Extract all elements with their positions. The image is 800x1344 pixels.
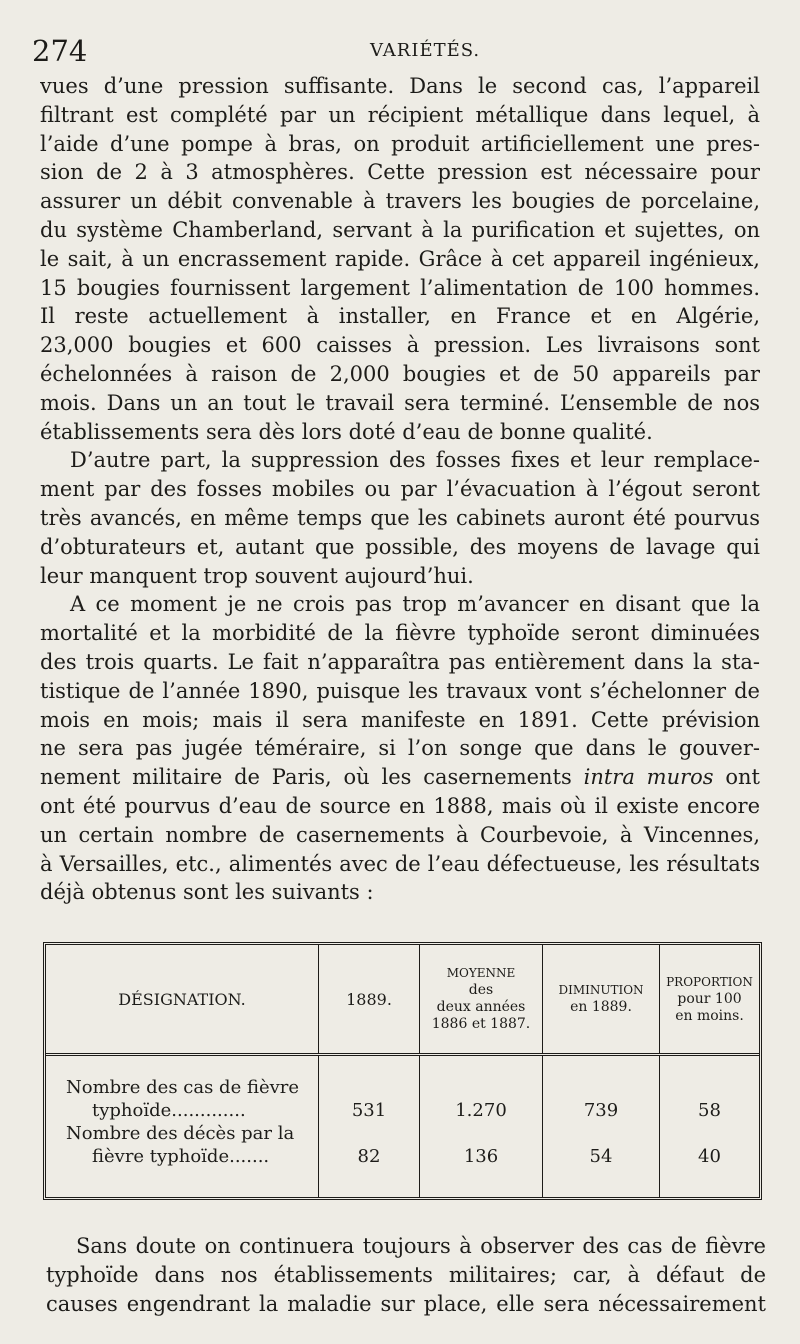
text-segment: nement militaire de Paris, où les casernements xyxy=(40,765,572,790)
text-line: des trois quarts. Le fait n’apparaîtra pas entièrement dans la sta- xyxy=(40,649,760,674)
row-label-line: fièvre typhoïde....... xyxy=(92,1146,270,1167)
label-cell xyxy=(46,1055,319,1198)
statistics-table xyxy=(43,942,762,1200)
text-line: d’obturateurs et, autant que possible, des moyens de lavage qui xyxy=(40,534,760,559)
text-line: ne sera pas jugée téméraire, si l’on songe que dans le gouver- xyxy=(40,736,760,761)
running-title: VARIÉTÉS. xyxy=(370,40,481,61)
text-line: D’autre part, la suppression des fosses fixes et leur remplace- xyxy=(70,448,760,473)
header-moyenne xyxy=(420,945,543,1055)
table-cell: 58 xyxy=(698,1100,721,1121)
text-line: établissements sera dès lors doté d’eau de bonne qualité. xyxy=(40,419,653,444)
row-label-line: typhoïde............. xyxy=(92,1100,246,1121)
page-header xyxy=(30,28,760,68)
header-proportion-line: en moins. xyxy=(675,1007,744,1024)
table-body-row xyxy=(46,1055,759,1198)
text-line: à Versailles, etc., alimentés avec de l’eau défectueuse, les résultats xyxy=(40,851,760,876)
table-cell: 1.270 xyxy=(455,1100,507,1121)
text-line: Il reste actuellement à installer, en France et en Algérie, xyxy=(40,304,760,329)
header-1889: 1889. xyxy=(319,945,420,1055)
table-cell: 739 xyxy=(583,1100,619,1121)
text-line: déjà obtenus sont les suivants : xyxy=(40,880,374,905)
text-line: Sans doute on continuera toujours à observer des cas de fièvre xyxy=(76,1234,766,1258)
table-cell: 54 xyxy=(589,1146,613,1167)
text-line: A ce moment je ne crois pas trop m’avancer en disant que la xyxy=(70,592,760,617)
row-label xyxy=(66,1122,317,1168)
row-label-line: Nombre des cas de fièvre xyxy=(66,1077,300,1098)
text-segment: ont xyxy=(725,765,760,790)
col-proportion xyxy=(660,1055,760,1198)
text-line: très avancés, en même temps que les cabinets auront été pourvus xyxy=(40,505,760,530)
text-line: du système Chamberland, servant à la purification et sujettes, on xyxy=(40,217,760,242)
col-moyenne xyxy=(420,1055,543,1198)
text-line: mois en mois; mais il sera manifeste en 1891. Cette prévision xyxy=(40,707,760,732)
header-moyenne-line: 1886 et 1887. xyxy=(431,1016,531,1032)
text-line: l’aide d’une pompe à bras, on produit artificiellement une pres- xyxy=(40,131,760,156)
header-diminution xyxy=(543,945,660,1055)
header-diminution-line: DIMINUTION xyxy=(558,983,644,997)
page-number: 274 xyxy=(32,34,88,68)
col-diminution xyxy=(543,1055,660,1198)
header-proportion-line: pour 100 xyxy=(677,990,742,1007)
body-text xyxy=(40,72,760,907)
header-proportion-line: PROPORTION xyxy=(666,974,753,989)
table-cell: 82 xyxy=(357,1146,381,1167)
text-line: causes engendrant la maladie sur place, elle sera nécessairement xyxy=(46,1291,766,1316)
text-line: 23,000 bougies et 600 caisses à pression. Les livraisons sont xyxy=(40,333,760,358)
text-line: mois. Dans un an tout le travail sera terminé. L’ensemble de nos xyxy=(40,390,760,415)
text-line: échelonnées à raison de 2,000 bougies et de 50 appareils par xyxy=(40,361,760,386)
text-line: tistique de l’année 1890, puisque les travaux vont s’échelonner de xyxy=(40,678,760,703)
text-line: ont été pourvus d’eau de source en 1888, mais où il existe encore xyxy=(40,793,760,818)
text-line: typhoïde dans nos établissements militaires; car, à défaut de xyxy=(46,1262,766,1287)
header-moyenne-line: MOYENNE xyxy=(446,966,516,980)
header-designation: DÉSIGNATION. xyxy=(46,945,319,1055)
text-line: filtrant est complété par un récipient métallique dans lequel, à xyxy=(40,102,760,127)
text-line-italic xyxy=(40,763,760,792)
table-header-row xyxy=(46,945,759,1055)
text-line: assurer un débit convenable à travers les bougies de porcelaine, xyxy=(40,189,760,214)
header-moyenne-line: des xyxy=(468,982,494,998)
text-line: 15 bougies fournissent largement l’alimentation de 100 hommes. xyxy=(40,275,760,300)
header-diminution-line: en 1889. xyxy=(570,999,632,1015)
text-line: sion de 2 à 3 atmosphères. Cette pression est nécessaire pour xyxy=(40,160,760,185)
italic-phrase: intra muros xyxy=(583,765,714,790)
text-line: mortalité et la morbidité de la fièvre typhoïde seront diminuées xyxy=(40,621,760,646)
text-line: vues d’une pression suffisante. Dans le second cas, l’appareil xyxy=(40,74,760,98)
table-cell: 136 xyxy=(463,1146,499,1167)
row-label xyxy=(66,1076,317,1122)
text-line: un certain nombre de casernements à Courbevoie, à Vincennes, xyxy=(40,822,760,847)
text-line: leur manquent trop souvent aujourd’hui. xyxy=(40,563,474,588)
text-line: le sait, à un encrassement rapide. Grâce à cet appareil ingénieux, xyxy=(40,246,760,271)
continued-text xyxy=(46,1232,766,1318)
row-label-line: Nombre des décès par la xyxy=(66,1123,295,1144)
header-proportion xyxy=(660,945,760,1055)
col-1889 xyxy=(319,1055,420,1198)
text-line: ment par des fosses mobiles ou par l’évacuation à l’égout seront xyxy=(40,477,760,502)
table-cell: 531 xyxy=(351,1100,387,1121)
table-cell: 40 xyxy=(698,1146,721,1167)
header-moyenne-line: deux années xyxy=(436,999,526,1015)
